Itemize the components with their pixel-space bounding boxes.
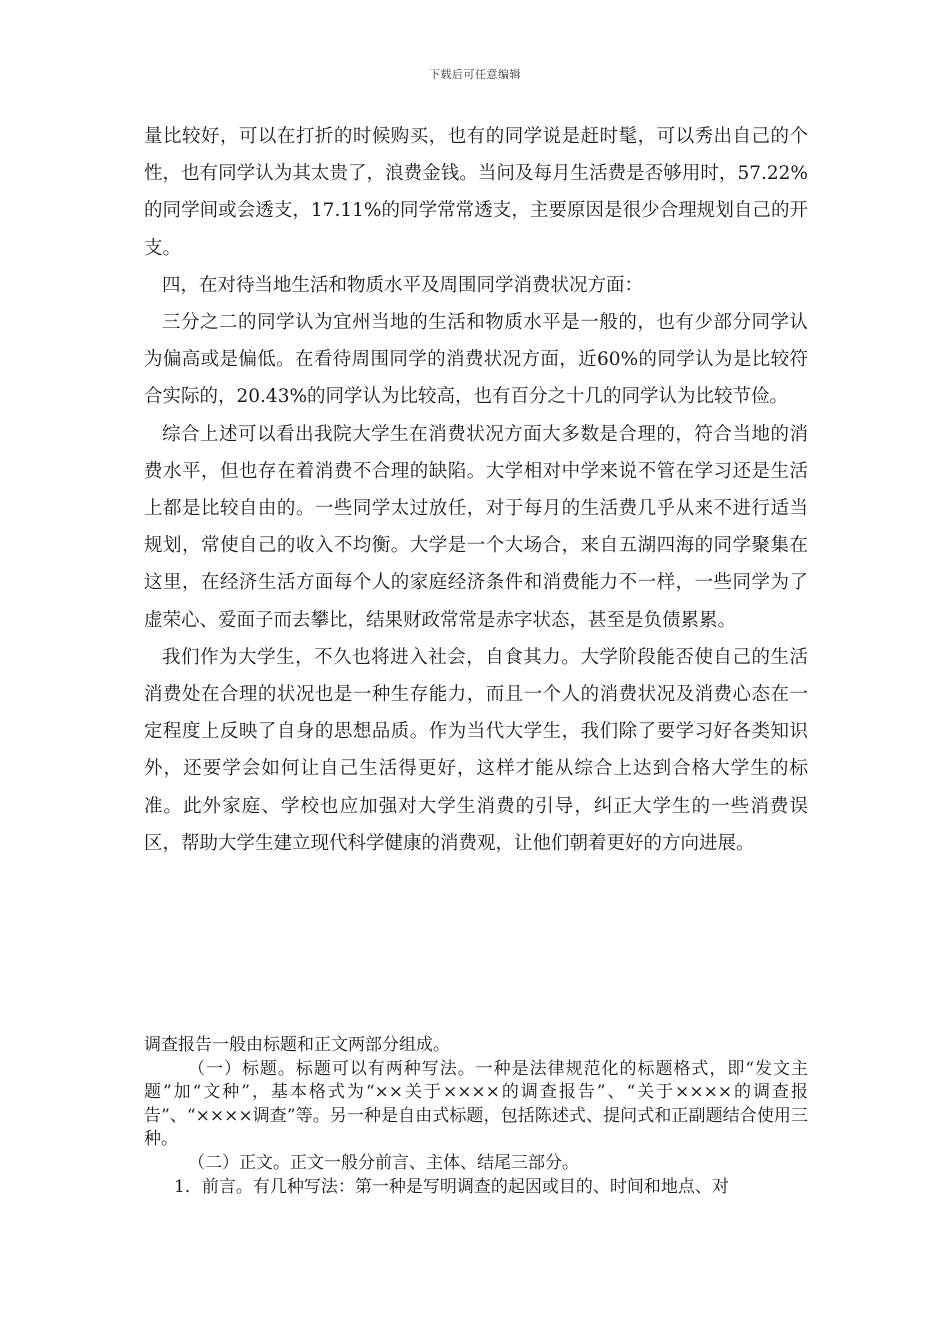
section-heading-four: 四，在对待当地生活和物质水平及周围同学消费状况方面：: [162, 274, 644, 296]
guide-intro: 调查报告一般由标题和正文两部分组成。: [144, 1035, 450, 1055]
report-guide-section: [144, 1034, 808, 1199]
paragraph-summary: 综合上述可以看出我院大学生在消费状况方面大多数是合理的，符合当地的消费水平，但也存在着消费不合理的缺陷。大学相对中学来说不管在学习还是生活上都是比较自由的。一些同学太过放任，对于每月的生活费几乎从来不进行适当规划，常使自己的收入不均衡。大学是一个大场合，来自五湖四海的同学聚集在这里，在经济生活方面每个人的家庭经济条件和消费能力不一样，一些同学为了虚荣心、爱面子而去攀比，结果财政常常是赤字状态，甚至是负债累累。: [144, 423, 808, 631]
guide-title-section: （一）标题。标题可以有两种写法。一种是法律规范化的标题格式，即“发文主题”加“文种”，基本格式为“××关于××××的调查报告”、“关于××××的调查报告”、“××××调查”等。另一种是自由式标题，包括陈述式、提问式和正副题结合使用三种。: [144, 1058, 808, 1150]
paragraph-local-living-level: 三分之二的同学认为宜州当地的生活和物质水平是一般的，也有少部分同学认为偏高或是偏低。在看待周围同学的消费状况方面，近60%的同学认为是比较符合实际的，20.43%的同学认为比较高，也有百分之十几的同学认为比较节俭。: [144, 312, 808, 408]
paragraph-conclusion: 我们作为大学生，不久也将进入社会，自食其力。大学阶段能否使自己的生活消费处在合理的状况也是一种生存能力，而且一个人的消费状况及消费心态在一定程度上反映了自身的思想品质。作为当代大学生，我们除了要学习好各类知识外，还要学会如何让自己生活得更好，这样才能从综合上达到合格大学生的标准。此外家庭、学校也应加强对大学生消费的引导，纠正大学生的一些消费误区，帮助大学生建立现代科学健康的消费观，让他们朝着更好的方向进展。: [144, 646, 808, 854]
guide-body-section: （二）正文。正文一般分前言、主体、结尾三部分。: [188, 1152, 579, 1173]
page-header: 下载后可任意编辑: [429, 68, 521, 81]
paragraph-spending-habits: 量比较好，可以在打折的时候购买，也有的同学说是赶时髦，可以秀出自己的个性，也有同学认为其太贵了，浪费金钱。当问及每月生活费是否够用时，57.22%的同学间或会透支，17.11%的同学常常透支，主要原因是很少合理规划自己的开支。: [144, 126, 808, 259]
main-body: [144, 118, 808, 862]
guide-preface-item: 1．前言。有几种写法：第一种是写明调查的起因或目的、时间和地点、对: [174, 1176, 729, 1197]
